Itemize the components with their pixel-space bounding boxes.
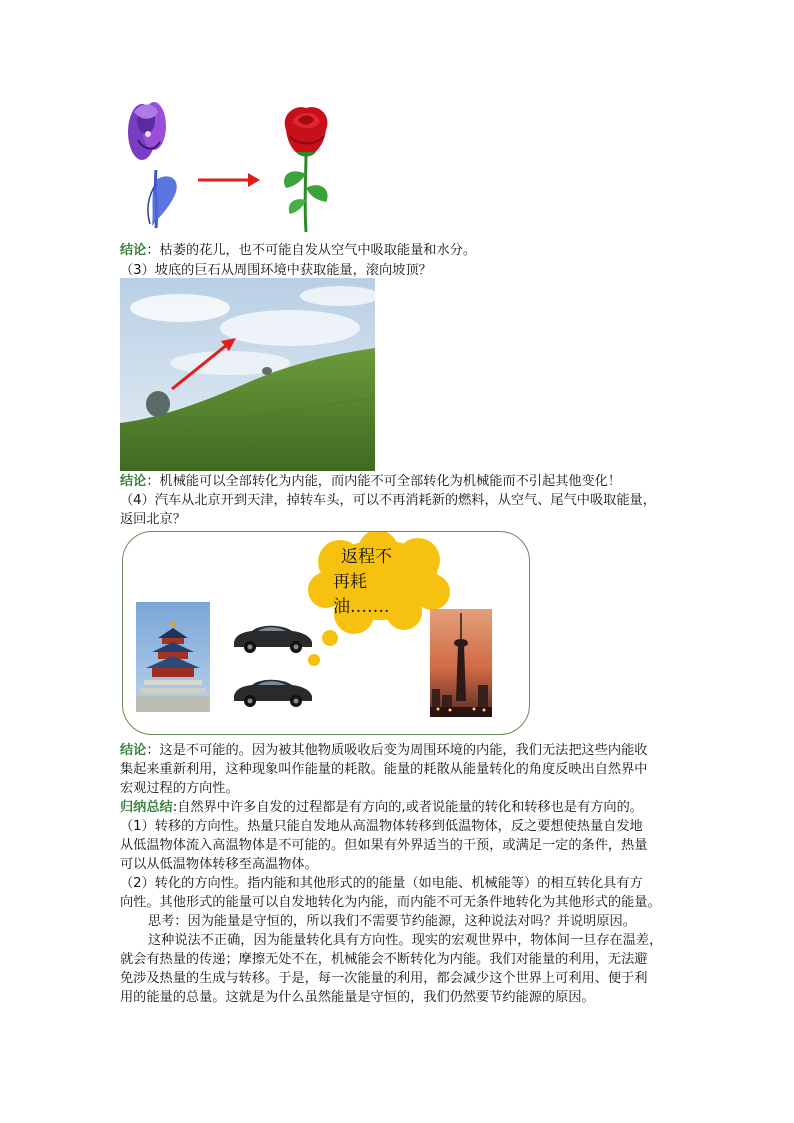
conclusion-3-line2: 集起来重新利用，这种现象叫作能量的耗散。能量的耗散从能量转化的角度反映出自然界中 <box>120 762 648 777</box>
flower-revival-figure <box>120 100 340 235</box>
think-question: 思考：因为能量是守恒的，所以我们不需要节约能源，这种说法对吗？并说明原因。 <box>148 914 636 929</box>
tianjin-tower-image <box>430 609 492 717</box>
direction-transfer-line1: （1）转移的方向性。热量只能自发地从高温物体转移到低温物体，反之要想使热量自发地 <box>120 819 643 834</box>
direction-transfer-line2: 从低温物体流入高温物体是不可能的。但如果有外界适当的干预，或满足一定的条件，热量 <box>120 838 648 853</box>
wilted-flower-image <box>128 102 177 228</box>
conclusion-label: 结论 <box>120 243 147 258</box>
conclusion-3-line1 <box>120 741 680 760</box>
summary-label: 归纳总结 <box>120 800 173 815</box>
direction-conversion-line1: （2）转化的方向性。指内能和其他形式的的能量（如电能、机械能等）的相互转化具有方 <box>120 876 643 891</box>
car-image-top <box>230 620 314 654</box>
conclusion-text: ：枯萎的花儿，也不可能自发从空气中吸取能量和水分。 <box>146 243 477 258</box>
hill-boulder-image <box>120 278 375 471</box>
conclusion-label: 结论 <box>120 743 147 758</box>
answer-line3: 免涉及热量的生成与转移。于是，每一次能量的利用，都会减少这个世界上可利用、便于利 <box>120 971 648 986</box>
answer-line4: 用的能量的总量。这就是为什么虽然能量是守恒的，我们仍然要节约能源的原因。 <box>120 990 595 1005</box>
red-rose-image <box>284 107 328 232</box>
conclusion-text: ：机械能可以全部转化为内能，而内能不可全部转化为机械能而不引起其他变化！ <box>146 474 622 489</box>
conclusion-text: ：这是不可能的。因为被其他物质吸收后变为周围环境的内能，我们无法把这些内能收 <box>146 743 648 758</box>
conclusion-1 <box>120 241 680 260</box>
bubble-line1: 返程不 <box>341 547 392 567</box>
bubble-line3: 油……. <box>333 597 390 617</box>
direction-transfer-line3: 可以从低温物体转移至高温物体。 <box>120 857 318 872</box>
conclusion-3-line3: 宏观过程的方向性。 <box>120 781 239 796</box>
question-3: （3）坡底的巨石从周围环境中获取能量，滚向坡顶？ <box>120 263 432 278</box>
question-4-line1: （4）汽车从北京开到天津，掉转车头，可以不再消耗新的燃料，从空气、尾气中吸取能量， <box>120 493 656 508</box>
conclusion-2 <box>120 472 680 491</box>
direction-conversion-line2: 向性。其他形式的能量可以自发地转化为内能，而内能不可无条件地转化为其他形式的能量。 <box>120 895 661 910</box>
answer-line1: 这种说法不正确，因为能量转化具有方向性。现实的宏观世界中，物体间一旦存在温差， <box>148 933 663 948</box>
question-4-line2: 返回北京？ <box>120 512 186 527</box>
transform-arrow <box>198 173 260 187</box>
temple-of-heaven-image <box>136 602 210 712</box>
bubble-line2: 再耗 <box>333 572 367 592</box>
boulder-icon <box>146 391 170 417</box>
summary <box>120 798 680 817</box>
summary-text: :自然界中许多自发的过程都是有方向的,或者说能量的转化和转移也是有方向的。 <box>172 800 643 815</box>
answer-line2: 就会有热量的传递；摩擦无处不在，机械能会不断转化为内能。我们对能量的利用，无法避 <box>120 952 648 967</box>
car-image-bottom <box>230 674 314 708</box>
conclusion-label: 结论 <box>120 474 147 489</box>
